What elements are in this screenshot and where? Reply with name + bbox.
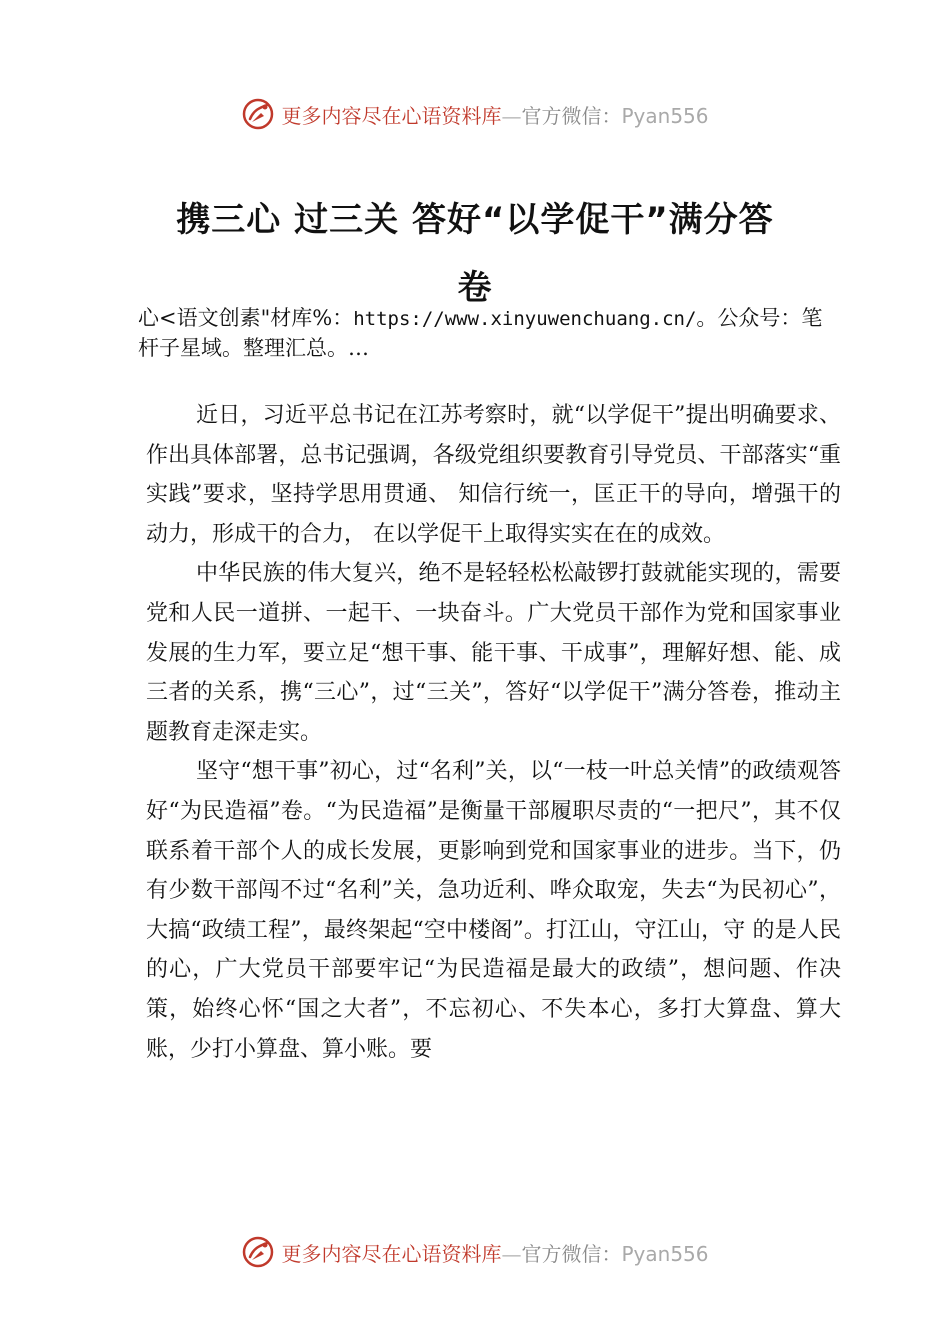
banner-label: 官方微信： [521,1241,622,1266]
banner-main: 更多内容尽在心语资料库 [281,1241,502,1266]
banner-text [281,1238,708,1267]
banner-main: 更多内容尽在心语资料库 [281,103,502,128]
header-banner [0,94,950,134]
title-line-2: 卷 [457,268,493,308]
footer-banner [0,1232,950,1272]
banner-wechat-id: Pyan556 [621,1241,709,1266]
paragraph-3: 坚守“想干事”初心，过“名利”关，以“一枝一叶总关情”的政绩观答好“为民造福”卷。“为民造福”是衡量干部履职尽责的“一把尺”，其不仅联系着干部个人的成长发展，更影响到党和国家事业的进步。当下，仍有少数干部闯不过“名利”关，急功近利、哗众取宠，失去“为民初心”，大搞“政绩工程”，最终架起“空中楼阁”。打江山，守江山，守 的是人民的心，广大党员干部要牢记“为民造福是最大的政绩”，想问题、作决策，始终心怀“国之大者”，不忘初心、不失本心，多打大算盘、算大账，少打小算盘、算小账。要 [146,759,841,1062]
banner-content [241,1235,708,1269]
brand-logo-icon [241,1235,275,1269]
banner-separator: — [501,103,522,128]
brand-logo-icon [241,97,275,131]
source-suffix: 。公众号：笔杆子星域。整理汇总。… [138,306,823,360]
article-body [146,396,841,1069]
paragraph-2: 中华民族的伟大复兴，绝不是轻轻松松敲锣打鼓就能实现的，需要党和人民一道拼、一起干、一块奋斗。广大党员干部作为党和国家事业发展的生力军，要立足“想干事、能干事、干成事”，理解好想、能、成三者的关系，携“三心”，过“三关”，答好“以学促干”满分答卷，推动主题教育走深走实。 [146,561,841,745]
banner-label: 官方微信： [521,103,622,128]
source-url: https://www.xinyuwenchuang.cn/ [353,308,697,330]
source-prefix: 心<语文创素"材库%： [138,306,354,330]
title-line-1: 携三心 过三关 答好“以学促干”满分答 [176,200,774,240]
document-title [140,186,810,322]
banner-separator: — [501,1241,522,1266]
banner-wechat-id: Pyan556 [621,103,709,128]
banner-content [241,97,708,131]
source-note [138,304,838,363]
banner-text [281,100,708,129]
paragraph-1: 近日，习近平总书记在江苏考察时，就“以学促干”提出明确要求、作出具体部署，总书记强调，各级党组织要教育引导党员、干部落实“重实践”要求，坚持学思用贯通、 知信行统一，匡正干的导向，增强干的动力，形成干的合力， 在以学促干上取得实实在在的成效。 [146,403,841,547]
